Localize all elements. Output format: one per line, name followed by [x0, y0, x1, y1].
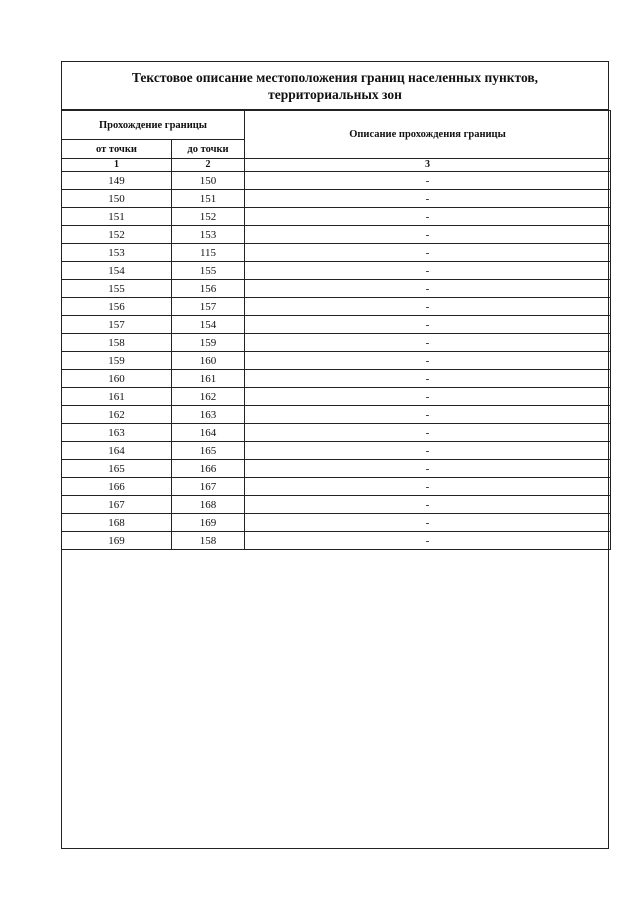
table-row — [62, 424, 611, 442]
table-row — [62, 190, 611, 208]
cell-to-point: 167 — [172, 478, 245, 496]
cell-to-point: 162 — [172, 388, 245, 406]
cell-to-point: 166 — [172, 460, 245, 478]
cell-description: - — [245, 352, 611, 370]
cell-from-point: 156 — [62, 298, 172, 316]
cell-description: - — [245, 442, 611, 460]
column-number-3: 3 — [245, 159, 611, 172]
cell-to-point: 163 — [172, 406, 245, 424]
cell-from-point: 168 — [62, 514, 172, 532]
table-row — [62, 262, 611, 280]
cell-from-point: 166 — [62, 478, 172, 496]
cell-to-point: 164 — [172, 424, 245, 442]
cell-description: - — [245, 478, 611, 496]
cell-to-point: 161 — [172, 370, 245, 388]
cell-description: - — [245, 226, 611, 244]
table-row — [62, 298, 611, 316]
table-row — [62, 226, 611, 244]
cell-to-point: 152 — [172, 208, 245, 226]
column-header-from-point: от точки — [62, 140, 172, 159]
table-row — [62, 496, 611, 514]
cell-description: - — [245, 316, 611, 334]
cell-description: - — [245, 190, 611, 208]
cell-to-point: 156 — [172, 280, 245, 298]
table-row — [62, 172, 611, 190]
cell-to-point: 158 — [172, 532, 245, 550]
cell-from-point: 154 — [62, 262, 172, 280]
cell-description: - — [245, 388, 611, 406]
cell-to-point: 155 — [172, 262, 245, 280]
cell-from-point: 152 — [62, 226, 172, 244]
document-title — [62, 62, 608, 110]
document-title-line1: Текстовое описание местоположения границ населенных пунктов, — [131, 69, 539, 85]
cell-to-point: 150 — [172, 172, 245, 190]
cell-description: - — [245, 460, 611, 478]
cell-description: - — [245, 496, 611, 514]
cell-to-point: 115 — [172, 244, 245, 262]
boundary-table — [61, 110, 611, 550]
cell-from-point: 161 — [62, 388, 172, 406]
table-row — [62, 280, 611, 298]
table-row — [62, 406, 611, 424]
cell-description: - — [245, 532, 611, 550]
cell-from-point: 163 — [62, 424, 172, 442]
cell-from-point: 159 — [62, 352, 172, 370]
cell-description: - — [245, 172, 611, 190]
table-row — [62, 334, 611, 352]
cell-from-point: 160 — [62, 370, 172, 388]
table-row — [62, 478, 611, 496]
table-row — [62, 388, 611, 406]
cell-description: - — [245, 370, 611, 388]
cell-description: - — [245, 514, 611, 532]
table-row — [62, 460, 611, 478]
cell-from-point: 158 — [62, 334, 172, 352]
cell-from-point: 164 — [62, 442, 172, 460]
group-header-boundary-passage: Прохождение границы — [62, 111, 245, 140]
cell-to-point: 159 — [172, 334, 245, 352]
column-number-2: 2 — [172, 159, 245, 172]
cell-description: - — [245, 334, 611, 352]
cell-description: - — [245, 244, 611, 262]
table-row — [62, 514, 611, 532]
cell-from-point: 165 — [62, 460, 172, 478]
column-header-to-point: до точки — [172, 140, 245, 159]
table-row — [62, 244, 611, 262]
cell-from-point: 169 — [62, 532, 172, 550]
cell-to-point: 160 — [172, 352, 245, 370]
table-row — [62, 442, 611, 460]
cell-to-point: 154 — [172, 316, 245, 334]
cell-from-point: 151 — [62, 208, 172, 226]
cell-description: - — [245, 208, 611, 226]
cell-to-point: 153 — [172, 226, 245, 244]
cell-from-point: 150 — [62, 190, 172, 208]
cell-from-point: 167 — [62, 496, 172, 514]
cell-to-point: 168 — [172, 496, 245, 514]
cell-to-point: 157 — [172, 298, 245, 316]
cell-from-point: 153 — [62, 244, 172, 262]
table-row — [62, 370, 611, 388]
cell-from-point: 157 — [62, 316, 172, 334]
column-header-description: Описание прохождения границы — [245, 111, 611, 159]
document-title-line2: территориальных зон — [268, 86, 402, 102]
cell-description: - — [245, 406, 611, 424]
document-frame — [61, 61, 609, 849]
cell-to-point: 151 — [172, 190, 245, 208]
table-row — [62, 352, 611, 370]
cell-description: - — [245, 298, 611, 316]
cell-description: - — [245, 280, 611, 298]
cell-description: - — [245, 262, 611, 280]
cell-description: - — [245, 424, 611, 442]
table-row — [62, 208, 611, 226]
cell-from-point: 149 — [62, 172, 172, 190]
column-number-1: 1 — [62, 159, 172, 172]
table-body — [62, 172, 611, 550]
cell-from-point: 155 — [62, 280, 172, 298]
table-row — [62, 316, 611, 334]
cell-to-point: 169 — [172, 514, 245, 532]
cell-from-point: 162 — [62, 406, 172, 424]
table-row — [62, 532, 611, 550]
cell-to-point: 165 — [172, 442, 245, 460]
